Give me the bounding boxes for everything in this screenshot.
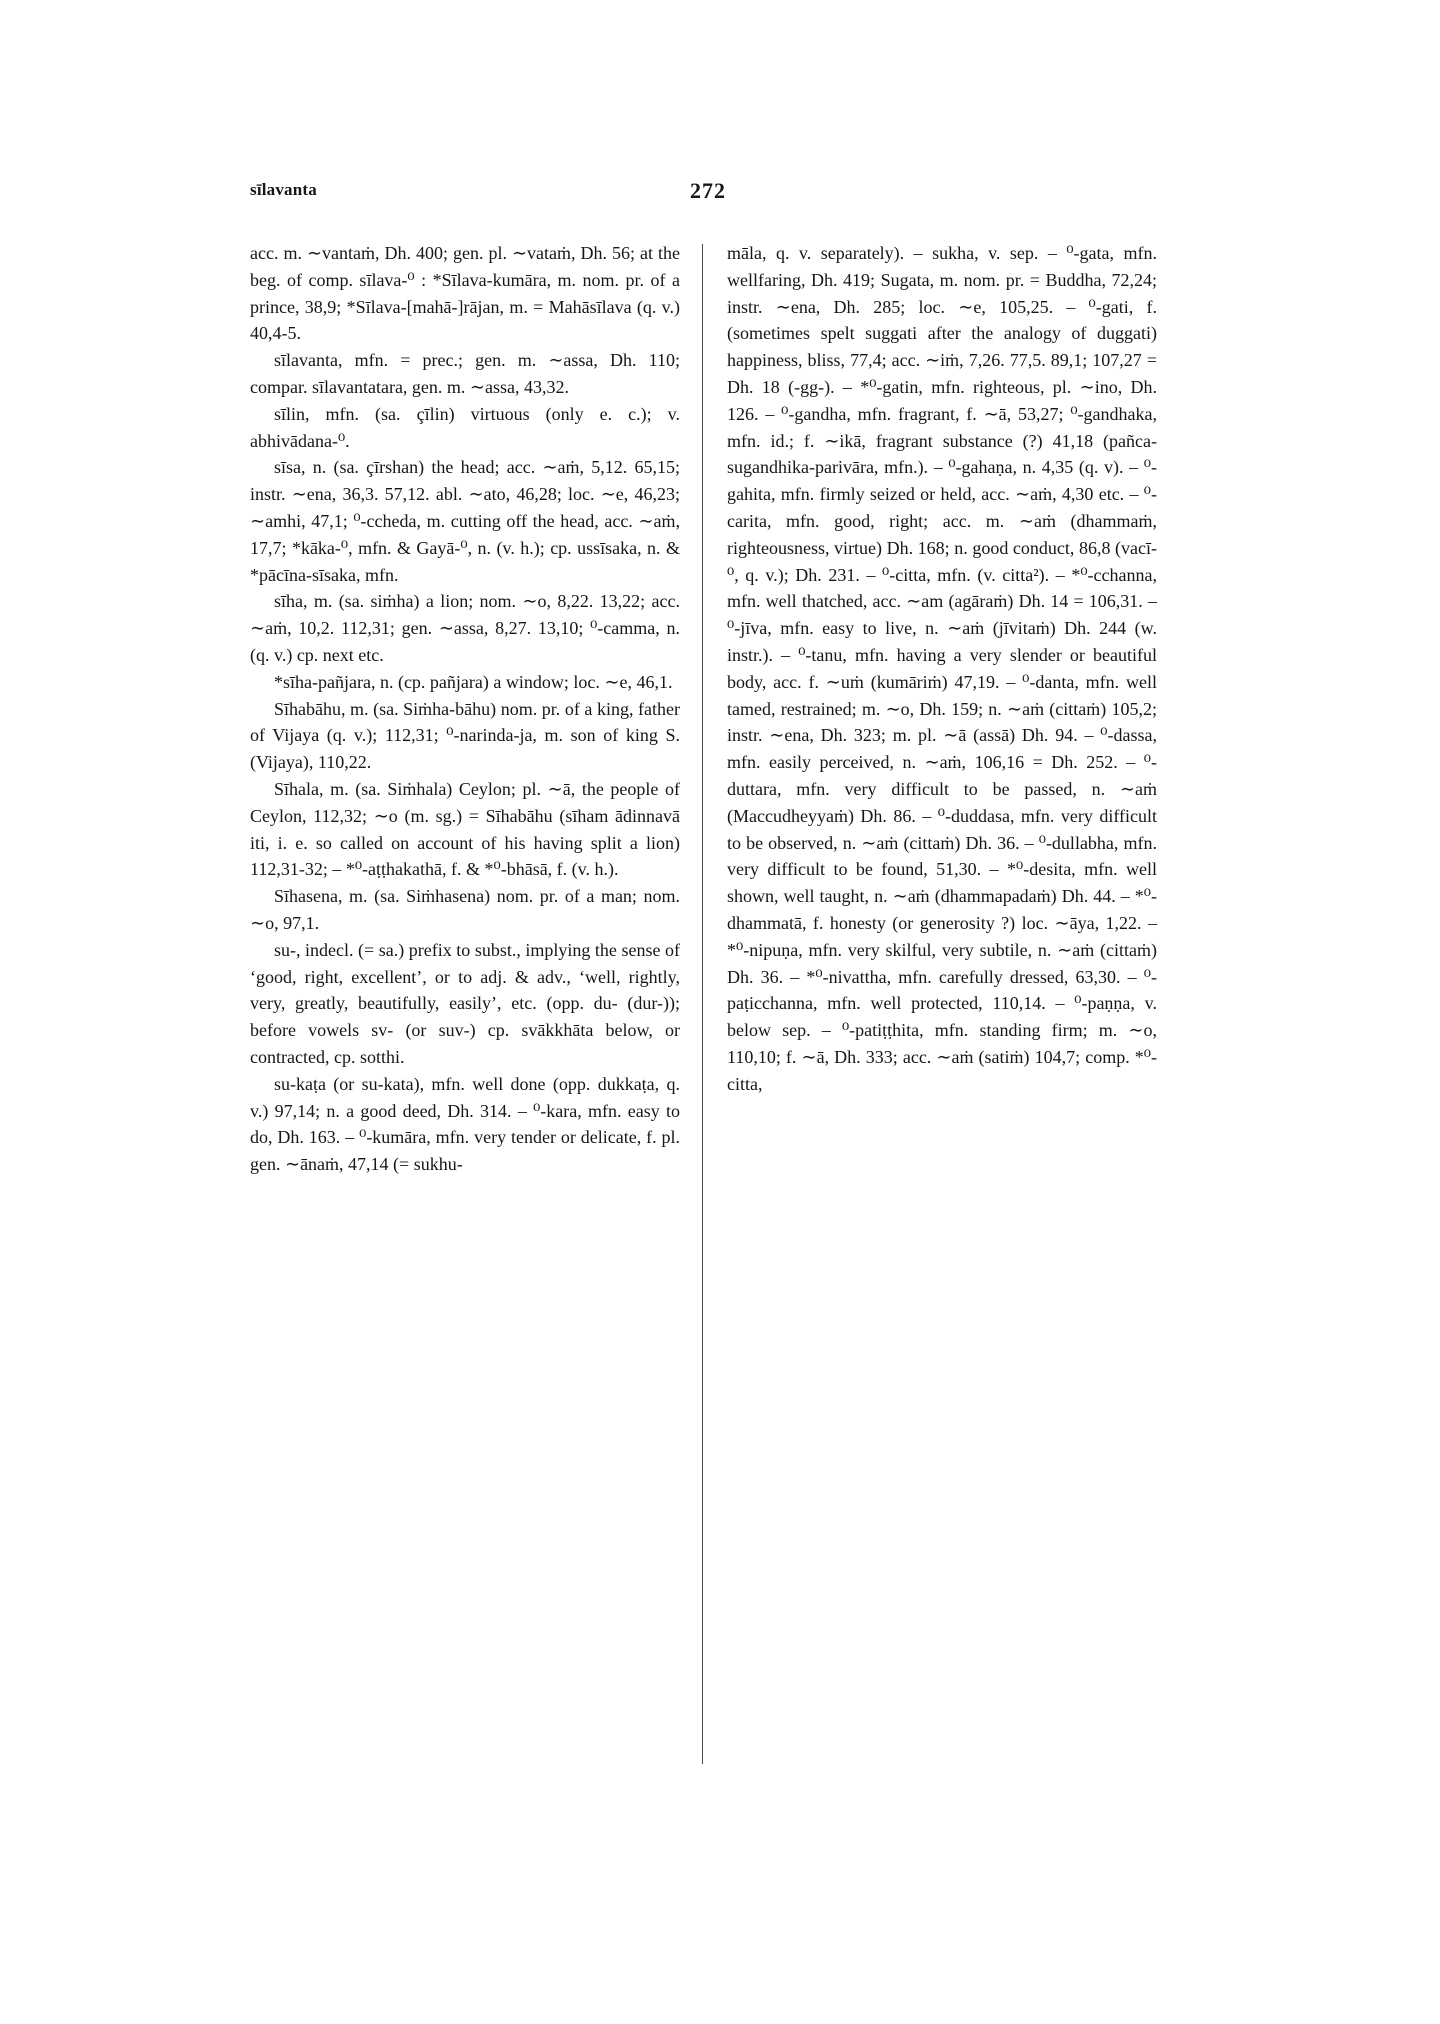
entry-silavanta: sīlavanta, mfn. = prec.; gen. m. ∼assa, Dh. 110; compar. sīlavantatara, gen. m. ∼assa, 43,32. (250, 350, 680, 397)
entry-silin: sīlin, mfn. (sa. çīlin) virtuous (only e. c.); v. abhivādana-⁰. (250, 403, 680, 451)
left-column (250, 240, 680, 1178)
running-head: sīlavanta (250, 180, 317, 199)
entry-sihabahu: Sīhabāhu, m. (sa. Siṁha-bāhu) nom. pr. of a king, father of Vijaya (q. v.); 112,31; ⁰-narinda-ja, m. son of king S. (Vijaya), 110,22. (250, 698, 680, 773)
entry-sisa: sīsa, n. (sa. çīrshan) the head; acc. ∼aṁ, 5,12. 65,15; instr. ∼ena, 36,3. 57,12. abl. ∼ato, 46,28; loc. ∼e, 46,23; ∼amhi, 47,1; ⁰-ccheda, m. cutting off the head, acc. ∼aṁ, 17,7; *kāka-⁰, mfn. & Gayā-⁰, n. (v. h.); cp. ussīsaka, n. & *pācīna-sīsaka, mfn. (250, 457, 680, 585)
entry-paragraph: acc. m. ∼vantaṁ, Dh. 400; gen. pl. ∼vataṁ, Dh. 56; at the beg. of comp. sīlava-⁰ : *Sīlava-kumāra, m. nom. pr. of a prince, 38,9; *Sīlava-[mahā-]rājan, m. = Mahāsīlava (q. v.) 40,4-5. (250, 243, 680, 344)
entry-sihasena: Sīhasena, m. (sa. Siṁhasena) nom. pr. of a man; nom. ∼o, 97,1. (250, 886, 680, 933)
entry-sihala: Sīhala, m. (sa. Siṁhala) Ceylon; pl. ∼ā, the people of Ceylon, 112,32; ∼o (m. sg.) = Sīhabāhu (sīham ādinnavā iti, i. e. so called on account of his having split a lion) 112,31-32; – *⁰-aṭṭhakathā, f. & *⁰-bhāsā, f. (v. h.). (250, 778, 680, 880)
entry-su-kata: su-kaṭa (or su-kata), mfn. well done (opp. dukkaṭa, q. v.) 97,14; n. a good deed, Dh. 314. – ⁰-kara, mfn. easy to do, Dh. 163. – ⁰-kumāra, mfn. very tender or delicate, f. pl. gen. ∼ānaṁ, 47,14 (= sukhu- (250, 1073, 680, 1175)
entry-paragraph: māla, q. v. separately). – sukha, v. sep. – ⁰-gata, mfn. wellfaring, Dh. 419; Sugata, m. nom. pr. = Buddha, 72,24; instr. ∼ena, Dh. 285; loc. ∼e, 105,25. – ⁰-gati, f. (sometimes spelt suggati after the analogy of duggati) happiness, bliss, 77,4; acc. ∼iṁ, 7,26. 77,5. 89,1; 107,27 = Dh. 18 (-gg-). – *⁰-gatin, mfn. righteous, pl. ∼ino, Dh. 126. – ⁰-gandha, mfn. fragrant, f. ∼ā, 53,27; ⁰-gandhaka, mfn. id.; f. ∼ikā, fragrant substance (?) 41,18 (pañca-sugandhika-parivāra, mfn.). – ⁰-gahaṇa, n. 4,35 (q. v). – ⁰-gahita, mfn. firmly seized or held, acc. ∼aṁ, 4,30 etc. – ⁰-carita, mfn. good, right; acc. m. ∼aṁ (dhammaṁ, righteousness, virtue) Dh. 168; n. good conduct, 86,8 (vacī-⁰, q. v.); Dh. 231. – ⁰-citta, mfn. (v. citta²). – *⁰-cchanna, mfn. well thatched, acc. ∼am (agāraṁ) Dh. 14 = 106,31. – ⁰-jīva, mfn. easy to live, n. ∼aṁ (jīvitaṁ) Dh. 244 (w. instr.). – ⁰-tanu, mfn. having a very slender or beautiful body, acc. f. ∼uṁ (kumāriṁ) 47,19. – ⁰-danta, mfn. well tamed, restrained; m. ∼o, Dh. 159; n. ∼aṁ (cittaṁ) 105,2; instr. ∼ena, Dh. 323; m. pl. ∼ā (assā) Dh. 94. – ⁰-dassa, mfn. easily perceived, n. ∼aṁ, 106,16 = Dh. 252. – ⁰-duttara, mfn. very difficult to be passed, n. ∼aṁ (Maccudheyyaṁ) Dh. 86. – ⁰-duddasa, mfn. very difficult to be observed, n. ∼aṁ (cittaṁ) Dh. 36. – ⁰-dullabha, mfn. very difficult to be found, 51,30. – *⁰-desita, mfn. well shown, well taught, n. ∼aṁ (dhammapadaṁ) Dh. 44. – *⁰-dhammatā, f. honesty (or generosity ?) loc. ∼āya, 1,22. – *⁰-nipuṇa, mfn. very skilful, very subtile, n. ∼aṁ (cittaṁ) Dh. 36. – *⁰-nivattha, mfn. carefully dressed, 63,30. – ⁰-paṭicchanna, mfn. well protected, 110,14. – ⁰-paṇṇa, v. below sep. – ⁰-patiṭṭhita, mfn. standing firm; m. ∼o, 110,10; f. ∼ā, Dh. 333; acc. ∼aṁ (satiṁ) 104,7; comp. *⁰-citta, (727, 243, 1157, 1094)
entry-siha: sīha, m. (sa. siṁha) a lion; nom. ∼o, 8,22. 13,22; acc. ∼aṁ, 10,2. 112,31; gen. ∼assa, 8,27. 13,10; ⁰-camma, n. (q. v.) cp. next etc. (250, 591, 680, 665)
column-divider (702, 244, 703, 1764)
entry-siha-panjara: *sīha-pañjara, n. (cp. pañjara) a window; loc. ∼e, 46,1. (274, 671, 673, 692)
page-number: 272 (690, 178, 726, 203)
entry-su: su-, indecl. (= sa.) prefix to subst., implying the sense of ‘good, right, excellent’, or to adj. & adv., ‘well, rightly, very, greatly, beautifully, easily’, etc. (opp. du- (dur-)); before vowels sv- (or suv-) cp. svākkhāta below, or contracted, cp. sotthi. (250, 939, 680, 1067)
right-column (727, 240, 1157, 1098)
